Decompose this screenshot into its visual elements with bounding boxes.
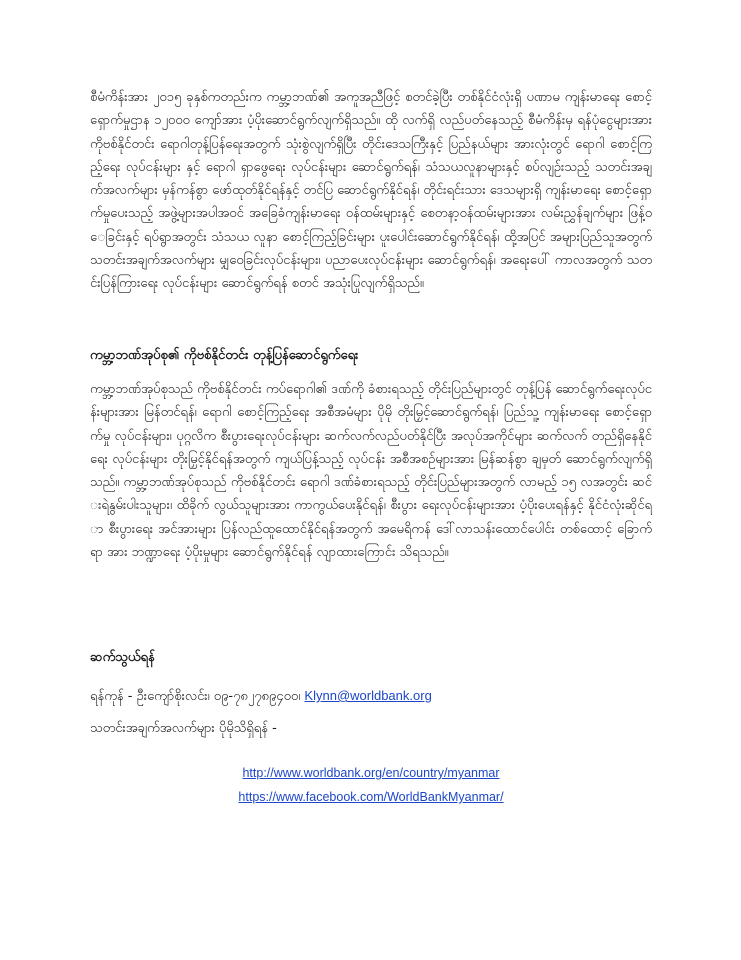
document-content	[90, 86, 652, 809]
contact-name-phone: ရန်ကုန် - ဦးကျော်စိုးလင်း၊ ၀၉-၇၈၂၇၈၉၄၀၀၊	[90, 689, 305, 704]
more-info-label: သတင်းအချက်အလက်များ ပိုမိုသိရှိရန် -	[90, 721, 277, 736]
contact-line	[90, 686, 652, 707]
paragraph-covid-response: ကမ္ဘာ့ဘဏ်အုပ်စုသည် ကိုဗစ်နိုင်တင်း ကပ်ရောဂါ၏ ဒဏ်ကို ခံစားရသည့် တိုင်းပြည်များတွင် တုန့်ပြန် ဆောင်ရွက်ရေးလုပ်ငန်းများအား မြန်တင်ရန်၊ ရောဂါ စောင့်ကြည့်ရေး အစီအမံများ ပိုမို တိုးမြှင့်ဆောင်ရွက်ရန်၊ ပြည်သူ့ ကျန်းမာရေး စောင့်ရှောက်မှု လုပ်ငန်းများ၊ ပုဂ္ဂလိက စီးပွားရေးလုပ်ငန်းများ ဆက်လက်လည်ပတ်နိုင်ပြီး အလုပ်အကိုင်များ ဆက်လက် တည်ရှိနေနိုင်ရေး လုပ်ငန်းများ တိုးမြှင့်နိုင်ရန်အတွက် ကျယ်ပြန့်သည့် လုပ်ငန်း အစီအစဉ်များအား မြန်ဆန်စွာ ချမှတ် ဆောင်ရွက်လျက်ရှိသည်။ ကမ္ဘာ့ဘဏ်အုပ်စုသည် ကိုဗစ်နိုင်တင်း ရောဂါ ဒဏ်ခံစားရသည့် တိုင်းပြည်များအတွက် လာမည့် ၁၅ လအတွင်း ဆင်းရဲနွမ်းပါးသူများ၊ ထိခိုက် လွယ်သူများအား ကာကွယ်ပေးနိုင်ရန်၊ စီးပွား ရေးလုပ်ငန်းများအား ပံ့ပိုးပေးရန်နှင့် နိုင်ငံလုံးဆိုင်ရာ စီးပွားရေး အင်အားများ ပြန်လည်ထူထောင်နိုင်ရန်အတွက် အမေရိကန် ဒေါ်လာသန်းထောင်ပေါင်း တစ်ထောင့် ခြောက်ရာ အား ဘဏ္ဍာရေး ပံ့ပိုးမှုများ ဆောင်ရွက်နိုင်ရန် လျာထားကြောင်း သိရသည်။	[90, 382, 652, 561]
section-heading-contact: ဆက်သွယ်ရန်	[90, 650, 155, 665]
paragraph-project-support: စီမံကိန်းအား ၂၀၁၅ ခုနှစ်ကတည်းက ကမ္ဘာ့ဘဏ်၏ အကူအညီဖြင့် စတင်ခဲ့ပြီး တစ်နိုင်ငံလုံးရှိ ပဏာမ ကျန်းမာရေး စောင့်ရှောက်မှုဌာန ၁၂၀၀၀ ကျော်အား ပံ့ပိုးဆောင်ရွက်လျက်ရှိသည်။ ထို လက်ရှိ လည်ပတ်နေသည့် စီမံကိန်းမှ ရန်ပုံငွေများအား ကိုဗစ်နိုင်တင်း ရောဂါတုန့်ပြန်ရေးအတွက် သုံးစွဲလျက်ရှိပြီး တိုင်းဒေသကြီးနှင့် ပြည်နယ်များ အားလုံးတွင် ရောဂါ စောင့်ကြည့်ရေး လုပ်ငန်းများ နှင့် ရောဂါ ရှာဖွေရေး လုပ်ငန်းများ ဆောင်ရွက်ရန်၊ သံသယလူနာများနှင့် စပ်လျဉ်းသည့် သတင်းအချက်အလက်များ မှန်ကန်စွာ ဖော်ထုတ်နိုင်ရန်နှင့် တင်ပြ ဆောင်ရွက်နိုင်ရန်၊ တိုင်းရင်းသား ဒေသများရှိ ကျန်းမာရေး စောင့်ရှောက်မှုပေးသည့် အဖွဲ့များအပါအဝင် အခြေခံကျန်းမာရေး ဝန်ထမ်းများနှင့် စေတနာ့ဝန်ထမ်းများအား လမ်းညွှန်ချက်များ ဖြန့်ဝေခြင်းနှင့် ရပ်ရွာအတွင်း သံသယ လူနာ စောင့်ကြည့်ခြင်းများ ပူးပေါင်းဆောင်ရွက်နိုင်ရန်၊ ထို့အပြင် အများပြည်သူအတွက် သတင်းအချက်အလက်များ မျှဝေခြင်းလုပ်ငန်းများ၊ ပညာပေးလုပ်ငန်းများ ဆောင်ရွက်ရန်၊ အရေးပေါ် ကာလအတွက် သတင်းပြန်ကြားရေး လုပ်ငန်းများ ဆောင်ရွက်ရန် စတင် အသုံးပြုလျက်ရှိသည်။	[90, 90, 652, 292]
facebook-worldbank-link[interactable]: https://www.facebook.com/WorldBankMyanmar/	[238, 790, 504, 804]
section-heading-covid-response: ကမ္ဘာ့ဘဏ်အုပ်စု၏ ကိုဗစ်နိုင်တင်း တုန့်ပြန်ဆောင်ရွက်ရေး	[90, 348, 359, 363]
links-block	[90, 761, 652, 809]
worldbank-myanmar-link[interactable]: http://www.worldbank.org/en/country/myanmar	[242, 766, 500, 780]
contact-email-link[interactable]: Klynn@worldbank.org	[304, 688, 432, 703]
